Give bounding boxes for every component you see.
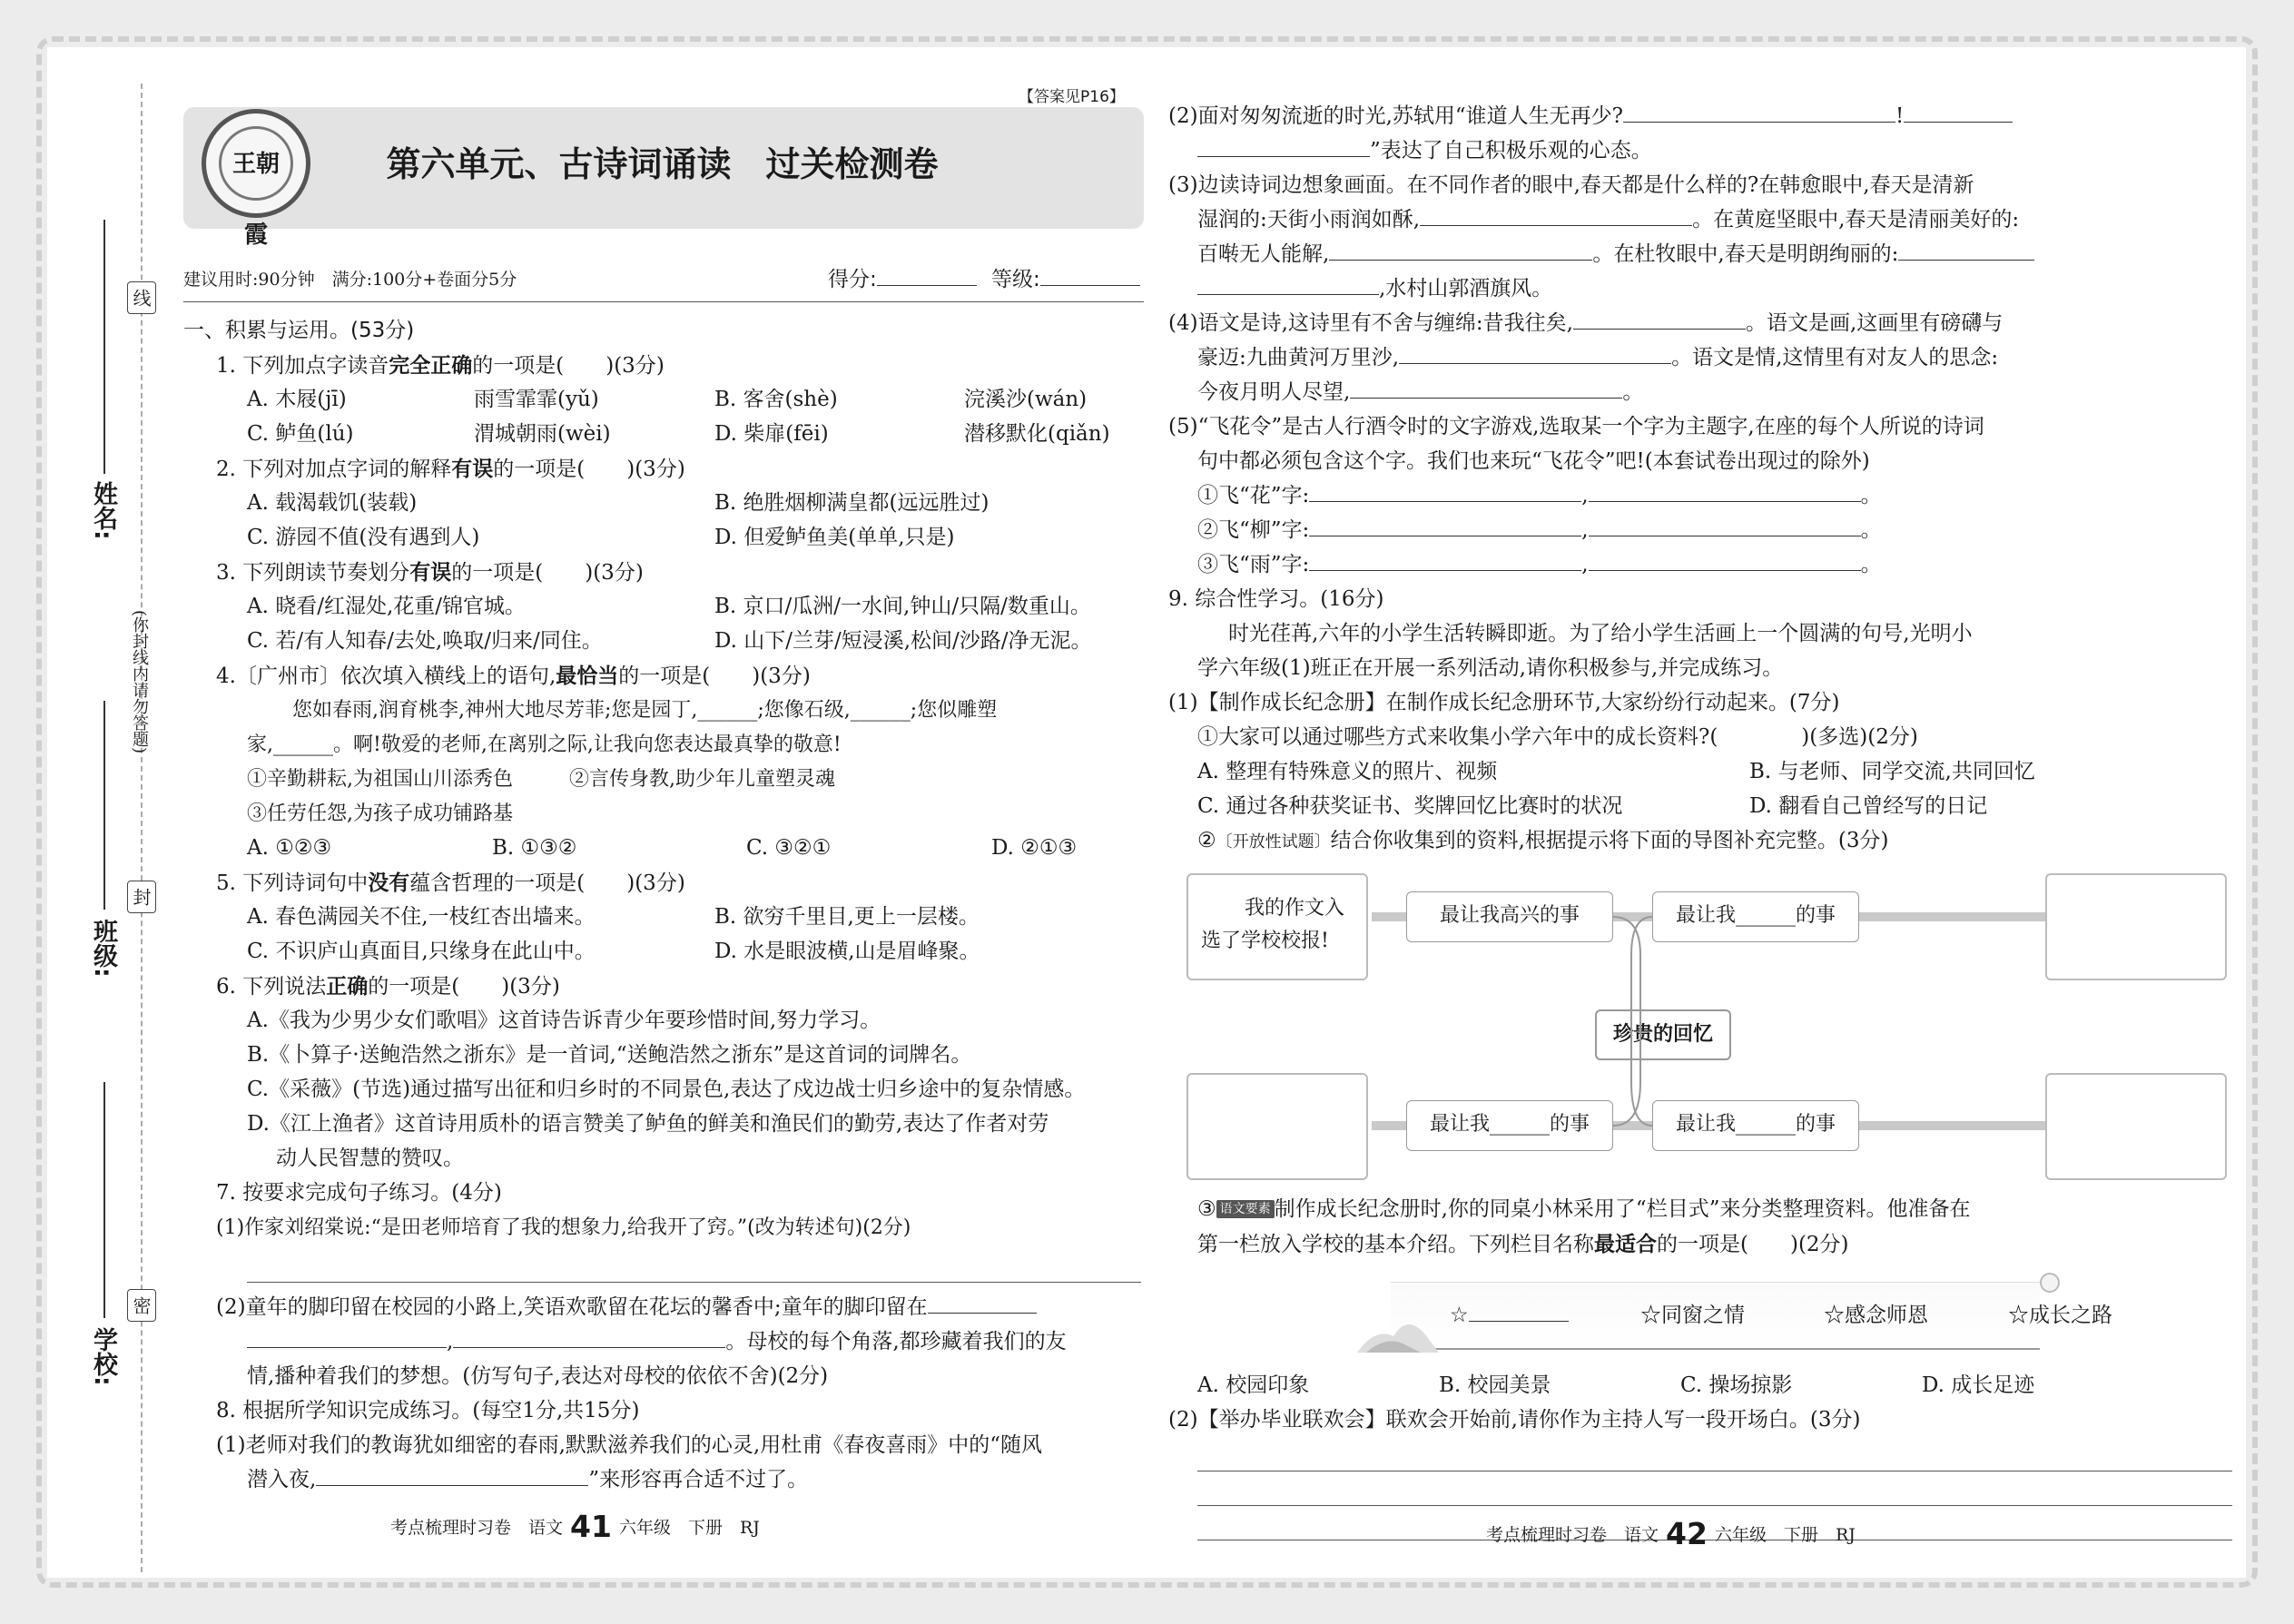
yu-blank-2[interactable]	[1589, 550, 1861, 571]
logo-text: 王朝霞	[219, 126, 293, 201]
q2-option-d: D. 但爱鲈鱼美(单单,只是)	[714, 526, 955, 549]
liu-blank-1[interactable]	[1309, 516, 1581, 536]
page-title: 第六单元、古诗词诵读 过关检测卷	[386, 144, 939, 184]
q1-option-d1: D. 柴扉(fēi)	[714, 422, 829, 446]
q9-1-3-option-c: C. 操场掠影	[1680, 1373, 1793, 1397]
q4-passage-2: 家,______。啊!敬爱的老师,在离别之际,让我向您表达最真挚的敬意!	[247, 733, 842, 756]
school-label: 学校:	[89, 1327, 117, 1386]
q6-option-a: A.《我为少男少女们歌唱》这首诗告诉青少年要珍惜时间,努力学习。	[247, 1009, 881, 1032]
q8-2-blank-2[interactable]	[1904, 102, 2013, 123]
q5-stem: 5. 下列诗词句中没有蕴含哲理的一项是( )(3分)	[216, 871, 685, 895]
map-answer-box-3[interactable]	[2045, 1073, 2227, 1180]
scroll-item-3: ☆感念师恩	[1824, 1304, 1928, 1327]
scroll-item-4: ☆成长之路	[2008, 1304, 2112, 1327]
map-branch-bottom-left[interactable]: 最让我______的事	[1406, 1100, 1613, 1151]
q8-3-blank-4[interactable]	[1197, 274, 1379, 295]
q8-1-blank[interactable]	[316, 1465, 588, 1486]
q4-stem: 4.〔广州市〕依次填入横线上的语句,最恰当的一项是( )(3分)	[216, 664, 811, 688]
q4-option-c: C. ③②①	[746, 836, 832, 860]
suggested-time: 建议用时:90分钟 满分:100分+卷面分5分	[183, 270, 517, 290]
q8-sub2-b: ”表达了自己积极乐观的心态。	[1197, 134, 1652, 168]
q8-sub5-b: 句中都必须包含这个字。我们也来玩“飞花令”吧!(本套试卷出现过的除外)	[1197, 449, 1870, 473]
map-answer-box-1[interactable]	[2045, 873, 2227, 980]
q7-sub1: (1)作家刘绍棠说:“是田老师培育了我的想象力,给我开了窍。”(改为转述句)(2分)	[216, 1216, 911, 1239]
q8-sub3-a: (3)边读诗词边想象画面。在不同作者的眼中,春天都是什么样的?在韩愈眼中,春天是清新	[1168, 173, 1974, 197]
score-blank[interactable]	[877, 265, 977, 286]
hua-blank-2[interactable]	[1589, 481, 1861, 502]
q9-1-1: ①大家可以通过哪些方式来收集小学六年中的成长资料?( )(多选)(2分)	[1197, 725, 1918, 749]
map-example-node: 我的作文入 选了学校校报!	[1186, 873, 1368, 980]
binding-mark-mi: 密	[127, 1289, 156, 1322]
q1-option-c2: 渭城朝雨(wèi)	[474, 422, 611, 446]
q1-stem: 1. 下列加点字读音完全正确的一项是( )(3分)	[216, 353, 665, 378]
q4-option-d: D. ②①③	[991, 836, 1078, 860]
q8-sub3-b: 湿润的:天街小雨润如酥, 。在黄庭坚眼中,春天是清丽美好的:	[1197, 203, 2019, 237]
q4-option-a: A. ①②③	[247, 836, 332, 860]
q9-sub2: (2)【举办毕业联欢会】联欢会开始前,请你作为主持人写一段开场白。(3分)	[1168, 1408, 1861, 1432]
binding-mark-feng: 封	[127, 881, 156, 913]
q5-option-b: B. 欲穷千里目,更上一层楼。	[714, 905, 980, 929]
left-footer: 考点梳理时习卷 语文 41 六年级 下册 RJ	[390, 1509, 760, 1544]
mountain-icon	[1357, 1309, 1439, 1354]
q2-option-b: B. 绝胜烟柳满皇都(远远胜过)	[714, 491, 989, 515]
score-label: 得分:	[828, 263, 977, 297]
q3-option-d: D. 山下/兰芽/短浸溪,松间/沙路/净无泥。	[714, 629, 1092, 653]
exam-sheet	[47, 47, 2246, 1578]
q9-2-answer-line-2[interactable]	[1197, 1505, 2232, 1506]
yu-blank-1[interactable]	[1309, 550, 1581, 571]
class-label: 班级:	[89, 919, 117, 978]
binding-notice: (你封线内请勿答题)	[130, 610, 149, 754]
q6-option-c: C.《采薇》(节选)通过描写出征和归乡时的不同景色,表达了戍边战士归乡途中的复杂情感。	[247, 1078, 1086, 1101]
scroll-knob-icon	[2040, 1273, 2060, 1293]
q9-intro-2: 学六年级(1)班正在开展一系列活动,请你积极参与,并完成练习。	[1197, 656, 1784, 680]
map-branch-happy: 最让我高兴的事	[1406, 891, 1613, 942]
q4-item-3: ③任劳任怨,为孩子成功铺路基	[247, 802, 513, 825]
q9-1-2: ②〔开放性试题〕结合你收集到的资料,根据提示将下面的导图补充完整。(3分)	[1197, 829, 1889, 852]
name-label: 姓名:	[89, 481, 117, 540]
map-answer-box-2[interactable]	[1186, 1073, 1368, 1180]
q7-blank-3[interactable]	[453, 1327, 725, 1348]
q1-option-c1: C. 鲈鱼(lú)	[247, 422, 354, 446]
answer-reference: 【答案见P16】	[1019, 84, 1125, 106]
q6-option-d2: 动人民智慧的赞叹。	[276, 1147, 464, 1170]
map-center-node: 珍贵的回忆	[1595, 1009, 1731, 1060]
grade-blank[interactable]	[1040, 265, 1140, 286]
map-connectors	[1368, 901, 2058, 1146]
left-page	[47, 47, 1150, 1578]
q8-sub4-a: (4)语文是诗,这诗里有不舍与缠绵:昔我往矣, 。语文是画,这画里有磅礴与	[1168, 307, 2003, 340]
feihualing-yu: ③飞“雨”字: , 。	[1197, 548, 1882, 582]
q5-option-d: D. 水是眼波横,山是眉峰聚。	[714, 940, 980, 963]
q9-1-3-b: 第一栏放入学校的基本介绍。下列栏目名称最适合的一项是( )(2分)	[1197, 1232, 1849, 1256]
school-field[interactable]	[103, 1082, 105, 1318]
q8-sub4-b: 豪迈:九曲黄河万里沙, 。语文是情,这情里有对友人的思念:	[1197, 341, 1998, 375]
binding-mark-xian: 线	[127, 281, 156, 314]
q7-sub2-c: 情,播种着我们的梦想。(仿写句子,表达对母校的依依不舍)(2分)	[247, 1364, 829, 1388]
q8-4-blank-3[interactable]	[1350, 378, 1622, 399]
q8-3-blank-1[interactable]	[1420, 205, 1692, 226]
q9-1-1-option-b: B. 与老师、同学交流,共同回忆	[1749, 760, 2035, 783]
grade-label: 等级:	[991, 263, 1140, 297]
q8-4-blank-1[interactable]	[1573, 309, 1746, 330]
q9-1-3-option-b: B. 校园美景	[1439, 1373, 1551, 1397]
q8-4-blank-2[interactable]	[1399, 343, 1671, 364]
q8-3-blank-2[interactable]	[1329, 240, 1592, 261]
q8-sub1-b: 潜入夜, ”来形容再合适不过了。	[247, 1463, 808, 1497]
q9-intro-1: 时光荏苒,六年的小学生活转瞬即逝。为了给小学生活画上一个圆满的句号,光明小	[1228, 622, 1973, 645]
q8-sub3-d: ,水村山郭酒旗风。	[1197, 272, 1552, 306]
q2-option-c: C. 游园不值(没有遇到人)	[247, 526, 480, 549]
q8-3-blank-3[interactable]	[1898, 240, 2034, 261]
q4-item-2: ②言传身教,助少年儿童塑灵魂	[569, 768, 835, 791]
q8-2-blank-1[interactable]	[1623, 102, 1895, 123]
q8-sub1-a: (1)老师对我们的教诲犹如细密的春雨,默默滋养我们的心灵,用杜甫《春夜喜雨》中的“随风	[216, 1433, 1042, 1457]
feihualing-hua: ①飞“花”字: , 。	[1197, 479, 1882, 513]
q4-item-1: ①辛勤耕耘,为祖国山川添秀色	[247, 768, 513, 791]
map-branch-bottom-right[interactable]: 最让我______的事	[1652, 1100, 1859, 1151]
name-field[interactable]	[103, 220, 105, 474]
q5-option-c: C. 不识庐山真面目,只缘身在此山中。	[247, 940, 596, 963]
right-footer: 考点梳理时习卷 语文 42 六年级 下册 RJ	[1486, 1516, 1856, 1551]
q7-answer-line-1[interactable]	[247, 1282, 1141, 1283]
q4-option-b: B. ①③②	[492, 836, 577, 860]
q6-option-b: B.《卜算子·送鲍浩然之浙东》是一首词,“送鲍浩然之浙东”是这首词的词牌名。	[247, 1043, 972, 1067]
q8-sub2-a: (2)面对匆匆流逝的时光,苏轼用“谁道人生无再少? !	[1168, 100, 2013, 133]
q8-stem: 8. 根据所学知识完成练习。(每空1分,共15分)	[216, 1399, 640, 1422]
q7-blank-1[interactable]	[928, 1293, 1037, 1314]
header-rule	[183, 301, 1144, 302]
q8-sub5-a: (5)“飞花令”是古人行酒令时的文字游戏,选取某一个字为主题字,在座的每个人所说的诗词	[1168, 415, 1984, 438]
scroll-blank[interactable]	[1469, 1301, 1569, 1322]
q8-sub3-c: 百啭无人能解, 。在杜牧眼中,春天是明朗绚丽的:	[1197, 238, 2034, 271]
liu-blank-2[interactable]	[1589, 516, 1861, 536]
q7-stem: 7. 按要求完成句子练习。(4分)	[216, 1181, 502, 1205]
hua-blank-1[interactable]	[1309, 481, 1581, 502]
q7-blank-2[interactable]	[247, 1327, 447, 1348]
section-1-heading: 一、积累与运用。(53分)	[183, 319, 415, 342]
q9-1-1-option-c: C. 通过各种获奖证书、奖牌回忆比赛时的状况	[1197, 794, 1623, 818]
q3-option-a: A. 晓看/红湿处,花重/锦官城。	[247, 595, 527, 618]
q1-option-b1: B. 客舍(shè)	[714, 388, 838, 411]
q7-sub2-a: (2)童年的脚印留在校园的小路上,笑语欢歌留在花坛的馨香中;童年的脚印留在	[216, 1291, 1037, 1324]
q8-2-blank-3[interactable]	[1197, 136, 1370, 157]
q1-option-a1: A. 木屐(jī)	[247, 388, 347, 411]
q9-1-3-a: ③ 语文要素 制作成长纪念册时,你的同桌小林采用了“栏目式”来分类整理资料。他准备在	[1197, 1197, 1971, 1221]
map-branch-top-right[interactable]: 最让我______的事	[1652, 891, 1859, 942]
q8-sub4-c: 今夜月明人尽望, 。	[1197, 376, 1643, 409]
q1-option-b2: 浣溪沙(wán)	[964, 388, 1088, 411]
q1-option-a2: 雨雪霏霏(yǔ)	[474, 388, 599, 411]
q6-option-d1: D.《江上渔者》这首诗用质朴的语言赞美了鲈鱼的鲜美和渔民们的勤劳,表达了作者对劳	[247, 1112, 1049, 1136]
q6-stem: 6. 下列说法正确的一项是( )(3分)	[216, 974, 560, 999]
q2-stem: 2. 下列对加点字词的解释有误的一项是( )(3分)	[216, 457, 685, 481]
q5-option-a: A. 春色满园关不住,一枝红杏出墙来。	[247, 905, 596, 929]
q9-stem: 9. 综合性学习。(16分)	[1168, 587, 1384, 611]
q1-option-d2: 潜移默化(qiǎn)	[964, 422, 1110, 446]
feihualing-liu: ②飞“柳”字: , 。	[1197, 514, 1882, 547]
q9-1-3-option-a: A. 校园印象	[1197, 1373, 1310, 1397]
scroll-item-1: ☆	[1450, 1299, 1569, 1333]
q4-passage-1: 您如春雨,润育桃李,神州大地尽芳菲;您是园丁,______;您像石级,______;您似雕塑	[292, 699, 998, 722]
q9-1-3-option-d: D. 成长足迹	[1922, 1373, 2035, 1397]
scroll-item-2: ☆同窗之情	[1640, 1304, 1745, 1327]
q3-stem: 3. 下列朗读节奏划分有误的一项是( )(3分)	[216, 560, 644, 585]
q7-sub2-b: , 。母校的每个角落,都珍藏着我们的友	[247, 1325, 1067, 1359]
q2-option-a: A. 载渴载饥(装载)	[247, 491, 418, 515]
q3-option-c: C. 若/有人知春/去处,唤取/归来/同住。	[247, 629, 603, 653]
q9-sub1: (1)【制作成长纪念册】在制作成长纪念册环节,大家纷纷行动起来。(7分)	[1168, 691, 1840, 714]
right-page	[1150, 47, 2246, 1578]
q9-1-1-option-d: D. 翻看自己曾经写的日记	[1749, 794, 1988, 818]
q9-1-1-option-a: A. 整理有特殊意义的照片、视频	[1197, 760, 1498, 783]
class-field[interactable]	[103, 701, 105, 910]
q3-option-b: B. 京口/瓜洲/一水间,钟山/只隔/数重山。	[714, 595, 1091, 618]
